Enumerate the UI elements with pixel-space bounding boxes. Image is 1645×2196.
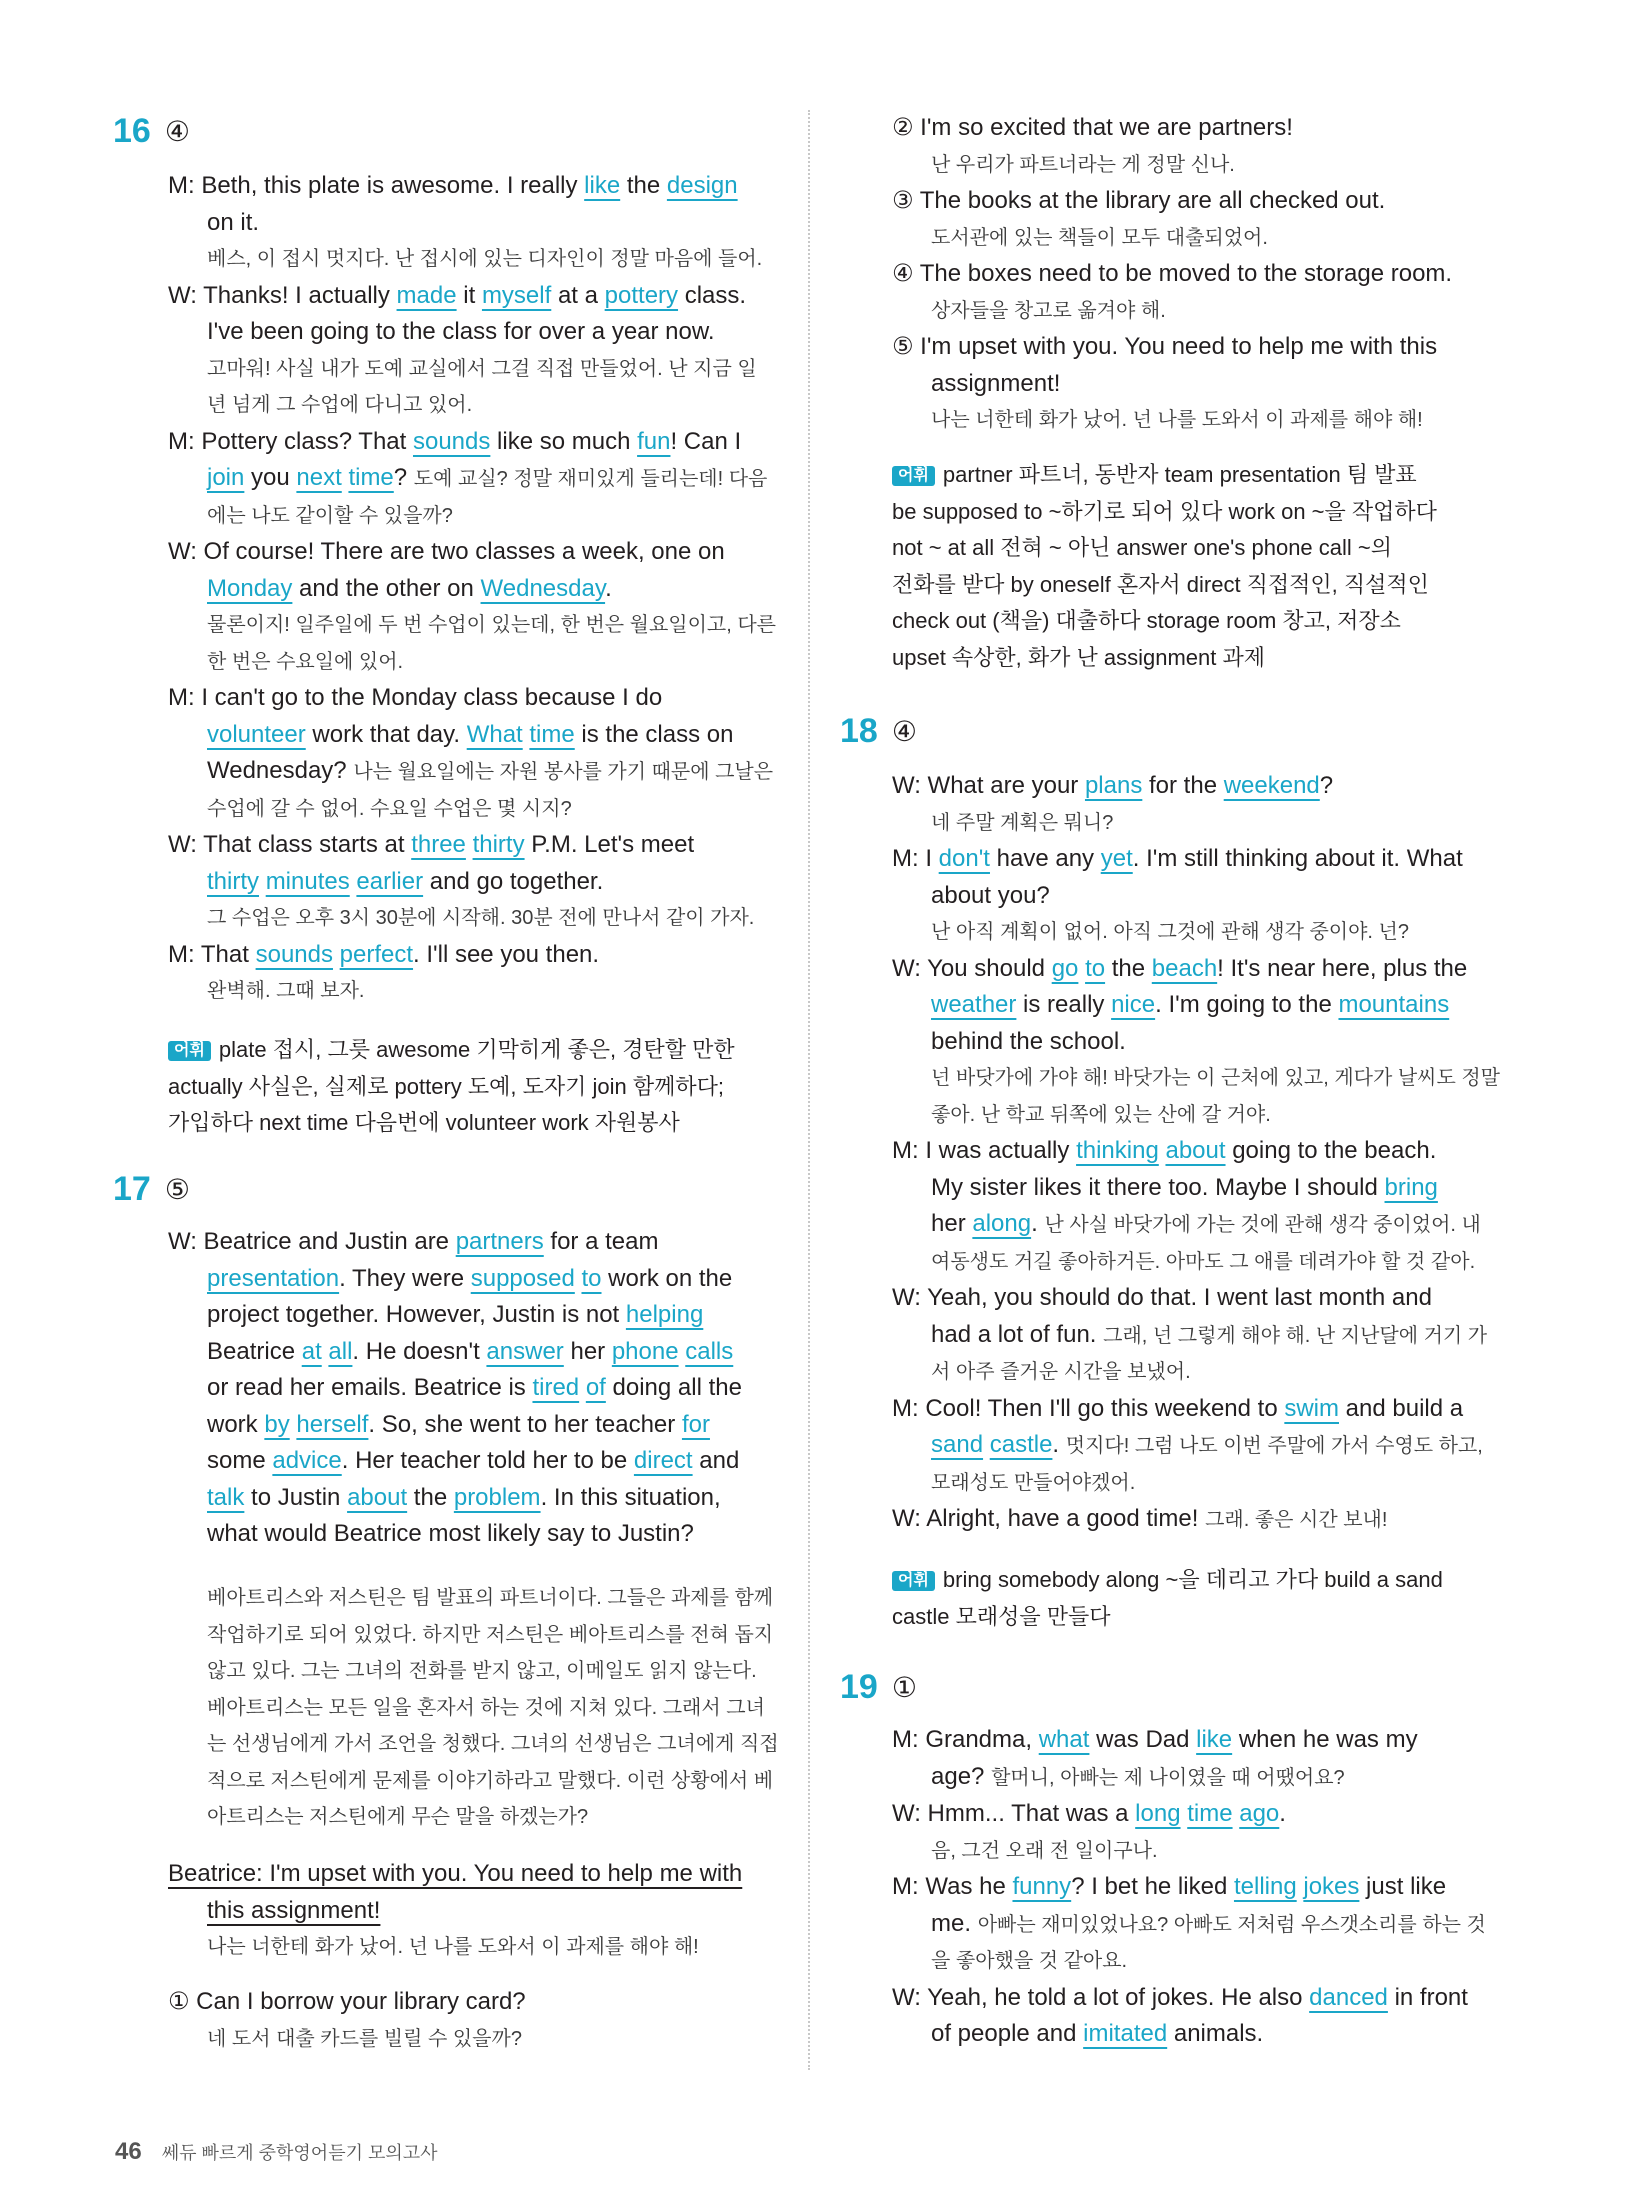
line: her along. 난 사실 바닷가에 가는 것에 관해 생각 중이었어. 내 <box>931 1210 1481 1237</box>
translation: 여동생도 거길 좋아하거든. 아마도 그 애를 데려가야 할 것 같아. <box>931 1250 1476 1273</box>
line: volunteer work that day. What time is the class on <box>207 720 734 748</box>
translation: 넌 바닷가에 가야 해! 바닷가는 이 근처에 있고, 게다가 날씨도 정말 <box>931 1067 1500 1089</box>
line: on it. <box>207 208 260 236</box>
line: M: Grandma, what was Dad like when he was my <box>892 1726 1418 1753</box>
q17-translation <box>207 1580 797 1836</box>
q16-dialogue <box>168 168 798 1010</box>
line: of people and imitated animals. <box>931 2020 1264 2047</box>
translation: 베아트리스와 저스틴은 팀 발표의 파트너이다. 그들은 과제를 함께 <box>207 1587 774 1609</box>
translation: 고마워! 사실 내가 도예 교실에서 그걸 직접 만들었어. 난 지금 일 <box>207 357 757 380</box>
line: Wednesday? 나는 월요일에는 자원 봉사를 가기 때문에 그날은 <box>207 757 774 784</box>
translation: 아트리스는 저스틴에게 무슨 말을 하겠는가? <box>207 1806 589 1828</box>
page-number: 46 <box>115 2138 142 2165</box>
translation: 그 수업은 오후 3시 30분에 시작해. 30분 전에 만나서 같이 가자. <box>207 907 755 929</box>
line: W: Yeah, you should do that. I went last month and <box>892 1284 1432 1311</box>
question-number: 16 <box>113 112 151 150</box>
translation: 음, 그건 오래 전 일이구나. <box>931 1839 1158 1862</box>
line: join you next time? 도예 교실? 정말 재미있게 들리는데! 다음 <box>207 464 768 491</box>
translation: 난 아직 계획이 없어. 아직 그것에 관해 생각 중이야. 넌? <box>931 921 1409 943</box>
answer-mark: ④ <box>891 716 917 747</box>
q17-options <box>892 110 1632 439</box>
line: what would Beatrice most likely say to Justin? <box>207 1520 694 1547</box>
line: behind the school. <box>931 1027 1126 1055</box>
line: some advice. Her teacher told her to be direct and <box>207 1447 740 1474</box>
line: had a lot of fun. 그래, 넌 그렇게 해야 해. 난 지난달에 거기 가 <box>931 1320 1488 1348</box>
line: W: Of course! There are two classes a week, one on <box>168 538 725 565</box>
translation: 베아트리스는 모든 일을 혼자서 하는 것에 지쳐 있다. 그래서 그녀 <box>207 1696 765 1719</box>
line: sand castle. 멋지다! 그럼 나도 이번 주말에 가서 수영도 하고, <box>931 1431 1483 1458</box>
translation: 모래성도 만들어야겠어. <box>931 1471 1136 1494</box>
line: W: Beatrice and Justin are partners for a team <box>168 1228 659 1255</box>
line: about you? <box>931 881 1050 909</box>
option: ② I'm so excited that we are partners! <box>892 114 1293 141</box>
q17-answer-line <box>168 1856 798 1966</box>
question-17-header <box>113 1170 190 1209</box>
vocab-line: 어휘 bring somebody along ~을 데리고 가다 build a sand <box>892 1562 1632 1599</box>
line: assignment! <box>931 369 1061 397</box>
translation: 에는 나도 같이할 수 있을까? <box>207 504 453 527</box>
translation: 난 우리가 파트너라는 게 정말 신나. <box>931 153 1235 176</box>
translation: 년 넘게 그 수업에 다니고 있어. <box>207 394 473 416</box>
vocab-line: not ~ at all 전혀 ~ 아닌 answer one's phone call ~의 <box>892 535 1392 560</box>
translation: 적으로 저스틴에게 문제를 이야기하라고 말했다. 이런 상황에서 베 <box>207 1769 774 1792</box>
line: M: Cool! Then I'll go this weekend to swim and build a <box>892 1394 1464 1422</box>
line: me. 아빠는 재미있었나요? 아빠도 저처럼 우스갯소리를 하는 것 <box>931 1909 1486 1937</box>
line: Beatrice: I'm upset with you. You need to help me with <box>168 1860 743 1887</box>
line: or read her emails. Beatrice is tired of doing all the <box>207 1374 742 1401</box>
line: weather is really nice. I'm going to the mountains <box>931 991 1450 1018</box>
line: W: Thanks! I actually made it myself at a pottery class. <box>168 281 747 309</box>
line: M: Beth, this plate is awesome. I really like the design <box>168 172 738 199</box>
vocab-badge: 어휘 <box>168 1041 211 1061</box>
line: W: That class starts at three thirty P.M. Let's meet <box>168 831 695 858</box>
q18-dialogue <box>892 768 1632 1539</box>
line: this assignment! <box>207 1896 381 1924</box>
column-divider <box>808 110 810 2070</box>
line: M: Pottery class? That sounds like so much fun! Can I <box>168 427 742 455</box>
q17-script <box>168 1224 798 1553</box>
translation: 좋아. 난 학교 뒤쪽에 있는 산에 갈 거야. <box>931 1103 1271 1126</box>
line: M: Was he funny? I bet he liked telling jokes just like <box>892 1873 1447 1900</box>
line: M: That sounds perfect. I'll see you then. <box>168 940 600 968</box>
line: presentation. They were supposed to work on the <box>207 1264 733 1292</box>
translation: 완벽해. 그때 보자. <box>207 980 365 1002</box>
vocab-line: check out (책을) 대출하다 storage room 창고, 저장소 <box>892 608 1401 633</box>
translation: 한 번은 수요일에 있어. <box>207 650 404 673</box>
line: M: I don't have any yet. I'm still thinking about it. What <box>892 845 1463 872</box>
q19-dialogue <box>892 1722 1632 2053</box>
q16-vocabulary <box>168 1032 798 1142</box>
option: ④ The boxes need to be moved to the storage room. <box>892 260 1453 287</box>
line: Monday and the other on Wednesday. <box>207 574 612 602</box>
question-number: 17 <box>113 1170 151 1208</box>
line: work by herself. So, she went to her teacher for <box>207 1410 710 1438</box>
q18-vocabulary <box>892 1562 1632 1635</box>
vocab-line: 가입하다 next time 다음번에 volunteer work 자원봉사 <box>168 1110 680 1135</box>
line: W: What are your plans for the weekend? <box>892 772 1334 799</box>
translation: 네 주말 계획은 뭐니? <box>931 811 1114 834</box>
option: ⑤ I'm upset with you. You need to help me with this <box>892 333 1438 360</box>
line: M: I was actually thinking about going to the beach. <box>892 1137 1437 1164</box>
vocab-badge: 어휘 <box>892 1571 935 1591</box>
translation: 나는 너한테 화가 났어. 넌 나를 도와서 이 과제를 해야 해! <box>931 409 1423 431</box>
translation: 도서관에 있는 책들이 모두 대출되었어. <box>931 226 1268 249</box>
line: ① Can I borrow your library card? <box>168 1988 526 2015</box>
line: talk to Justin about the problem. In this situation, <box>207 1483 721 1511</box>
book-title: 쎄듀 빠르게 중학영어듣기 모의고사 <box>161 2143 438 2163</box>
translation: 나는 너한테 화가 났어. 넌 나를 도와서 이 과제를 해야 해! <box>207 1936 699 1958</box>
vocab-line: upset 속상한, 화가 난 assignment 과제 <box>892 644 1266 670</box>
line: W: You should go to the beach! It's near here, plus the <box>892 954 1468 982</box>
translation: 작업하기로 되어 있었다. 하지만 저스틴은 베아트리스를 전혀 돕지 <box>207 1623 774 1646</box>
line: project together. However, Justin is not helping <box>207 1301 704 1328</box>
question-number: 18 <box>840 712 878 750</box>
question-18-header <box>840 712 917 751</box>
q17-option-1 <box>168 1984 798 2057</box>
translation: 않고 있다. 그는 그녀의 전화를 받지 않고, 이메일도 읽지 않는다. <box>207 1660 757 1682</box>
vocab-line: be supposed to ~하기로 되어 있다 work on ~을 작업하다 <box>892 498 1437 524</box>
line: W: Yeah, he told a lot of jokes. He also danced in front <box>892 1983 1468 2011</box>
question-number: 19 <box>840 1668 878 1706</box>
vocab-badge: 어휘 <box>892 466 935 486</box>
line: I've been going to the class for over a year now. <box>207 318 715 345</box>
translation: 네 도서 대출 카드를 빌릴 수 있을까? <box>207 2027 522 2050</box>
answer-mark: ④ <box>164 116 190 147</box>
translation: 을 좋아했을 것 같아요. <box>931 1950 1128 1972</box>
q17-vocabulary <box>892 457 1632 676</box>
translation: 상자들을 창고로 옮겨야 해. <box>931 299 1166 322</box>
vocab-line: 어휘 partner 파트너, 동반자 team presentation 팀 발표 <box>892 457 1632 494</box>
vocab-line: 어휘 plate 접시, 그릇 awesome 기막히게 좋은, 경탄할 만한 <box>168 1032 798 1069</box>
line: W: Hmm... That was a long time ago. <box>892 1800 1286 1827</box>
translation: 베스, 이 접시 멋지다. 난 접시에 있는 디자인이 정말 마음에 들어. <box>207 248 763 270</box>
page-footer <box>115 2138 438 2166</box>
line: Beatrice at all. He doesn't answer her phone calls <box>207 1337 734 1365</box>
line: age? 할머니, 아빠는 제 나이였을 때 어땠어요? <box>931 1762 1345 1790</box>
translation: 는 선생님에게 가서 조언을 청했다. 그녀의 선생님은 그녀에게 직접 <box>207 1733 779 1755</box>
option: ③ The books at the library are all checked out. <box>892 187 1386 214</box>
vocab-line: castle 모래성을 만들다 <box>892 1603 1111 1629</box>
translation: 서 아주 즐거운 시간을 보냈어. <box>931 1361 1191 1383</box>
answer-mark: ① <box>891 1672 917 1703</box>
translation: 물론이지! 일주일에 두 번 수업이 있는데, 한 번은 월요일이고, 다른 <box>207 614 776 636</box>
line: W: Alright, have a good time! 그래. 좋은 시간 보내! <box>892 1505 1388 1532</box>
line: My sister likes it there too. Maybe I should bring <box>931 1173 1438 1201</box>
answer-mark: ⑤ <box>164 1174 190 1205</box>
vocab-line: 전화를 받다 by oneself 혼자서 direct 직접적인, 직설적인 <box>892 571 1429 597</box>
translation: 수업에 갈 수 없어. 수요일 수업은 몇 시지? <box>207 797 572 820</box>
line: thirty minutes earlier and go together. <box>207 867 604 895</box>
question-19-header <box>840 1668 917 1707</box>
question-16-header <box>113 112 190 151</box>
line: M: I can't go to the Monday class because I do <box>168 684 663 711</box>
vocab-line: actually 사실은, 실제로 pottery 도예, 도자기 join 함께하다; <box>168 1073 725 1099</box>
